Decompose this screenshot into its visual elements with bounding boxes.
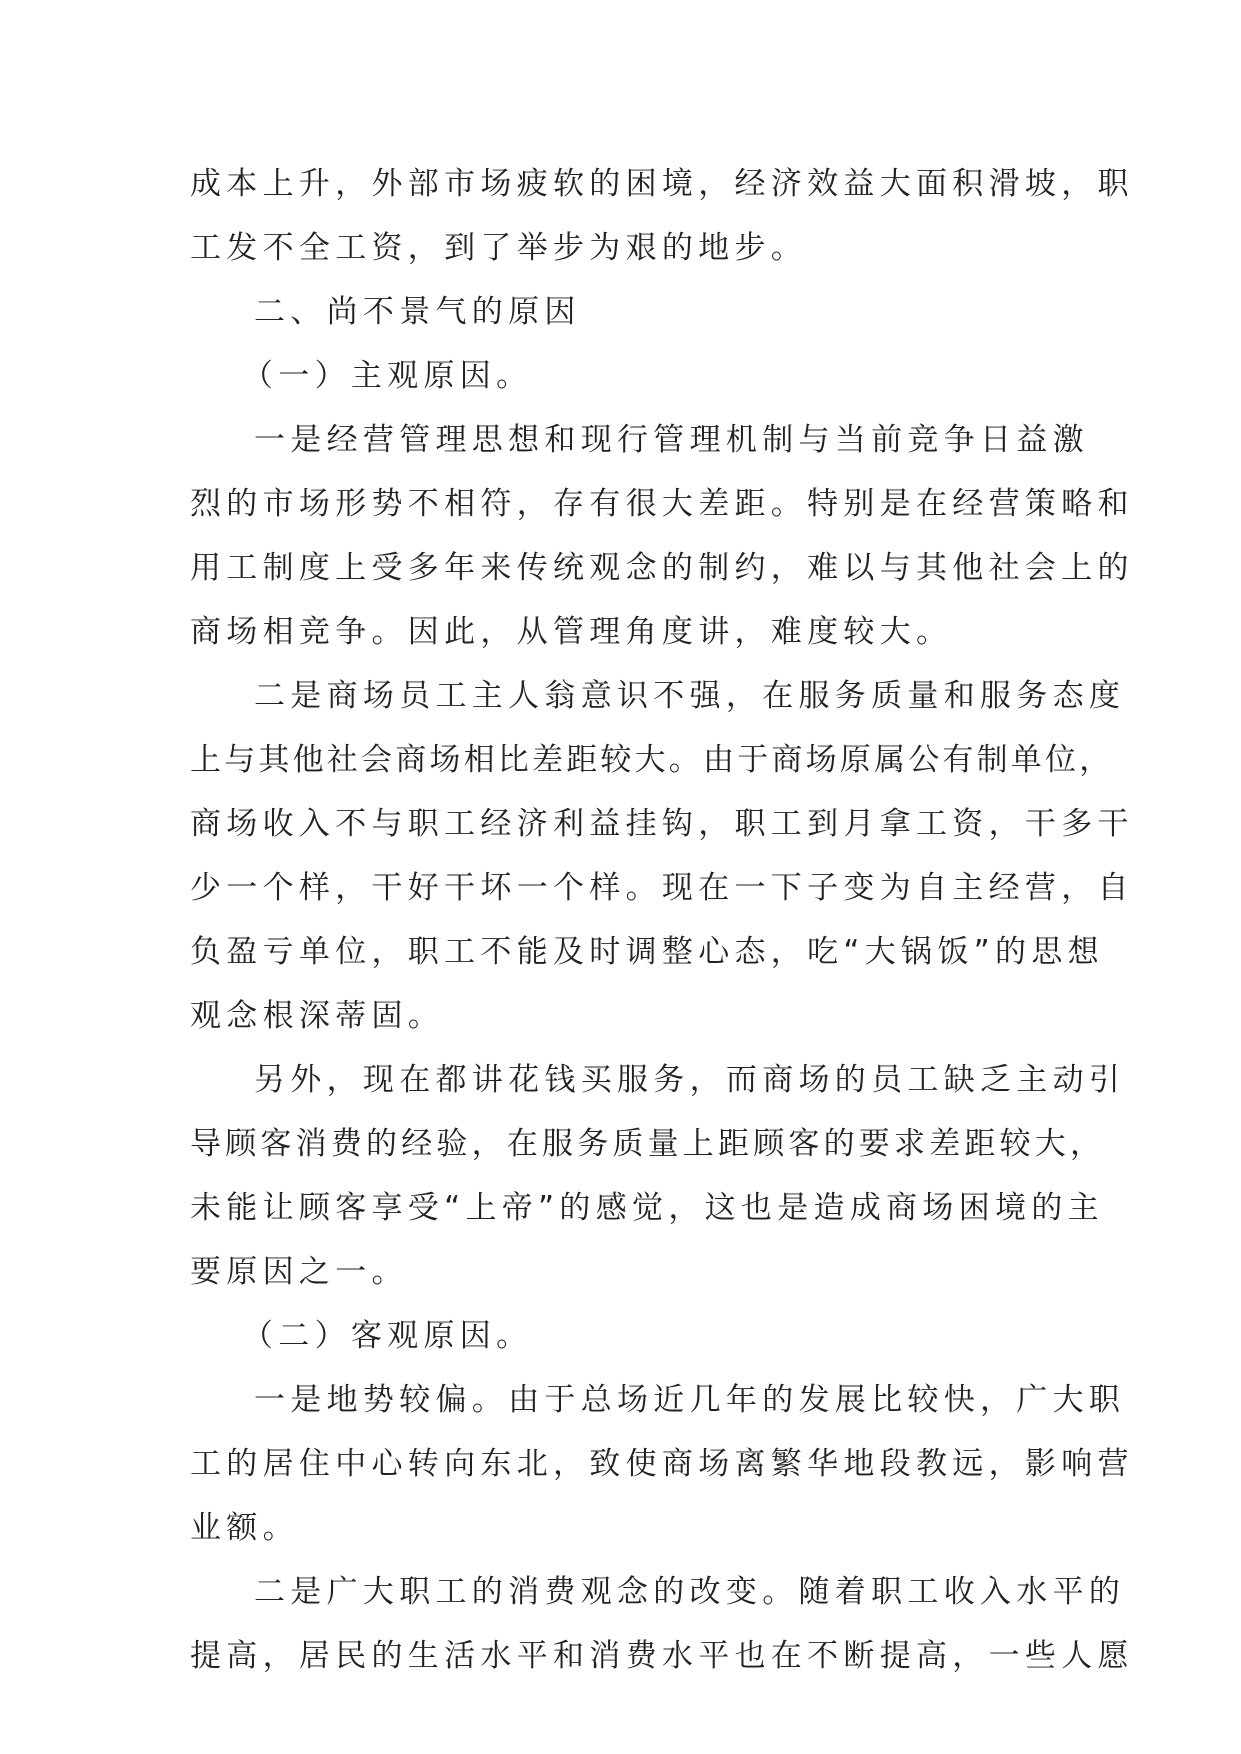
text-line: 成本上升，外部市场疲软的困境，经济效益大面积滑坡，职 [190, 166, 1134, 202]
text-line: 工发不全工资，到了举步为艰的地步。 [190, 230, 808, 266]
text-line: 上与其他社会商场相比差距较大。由于商场原属公有制单位， [190, 742, 1114, 778]
paragraph-start-line: 一是经营管理思想和现行管理机制与当前竞争日益激 [254, 422, 1089, 458]
document-body [190, 152, 1134, 1688]
text-line: 提高，居民的生活水平和消费水平也在不断提高，一些人愿 [190, 1638, 1134, 1674]
text-line: 少一个样，干好干坏一个样。现在一下子变为自主经营，自 [190, 870, 1134, 906]
subsection-heading: （一）主观原因。 [242, 358, 533, 394]
text-line: 负盈亏单位，职工不能及时调整心态，吃“大锅饭”的思想 [190, 934, 1104, 970]
text-line: 商场收入不与职工经济利益挂钩，职工到月拿工资，干多干 [190, 806, 1134, 842]
text-line: 商场相竞争。因此，从管理角度讲，难度较大。 [190, 614, 953, 650]
section-heading: 二、尚不景气的原因 [254, 294, 581, 330]
paragraph-start-line: 二是广大职工的消费观念的改变。随着职工收入水平的 [254, 1574, 1126, 1610]
text-line: 要原因之一。 [190, 1254, 408, 1290]
text-line: 工的居住中心转向东北，致使商场离繁华地段教远，影响营 [190, 1446, 1134, 1482]
text-line: 未能让顾客享受“上帝”的感觉，这也是造成商场困境的主 [190, 1190, 1104, 1226]
paragraph-start-line: 二是商场员工主人翁意识不强，在服务质量和服务态度 [254, 678, 1126, 714]
text-line: 烈的市场形势不相符，存有很大差距。特别是在经营策略和 [190, 486, 1134, 522]
text-line: 业额。 [190, 1510, 299, 1546]
text-line: 观念根深蒂固。 [190, 998, 445, 1034]
text-line: 用工制度上受多年来传统观念的制约，难以与其他社会上的 [190, 550, 1134, 586]
paragraph-start-line: 一是地势较偏。由于总场近几年的发展比较快，广大职 [254, 1382, 1126, 1418]
subsection-heading: （二）客观原因。 [242, 1318, 533, 1354]
paragraph-start-line: 另外，现在都讲花钱买服务，而商场的员工缺乏主动引 [254, 1062, 1126, 1098]
text-line: 导顾客消费的经验，在服务质量上距顾客的要求差距较大， [190, 1126, 1106, 1162]
